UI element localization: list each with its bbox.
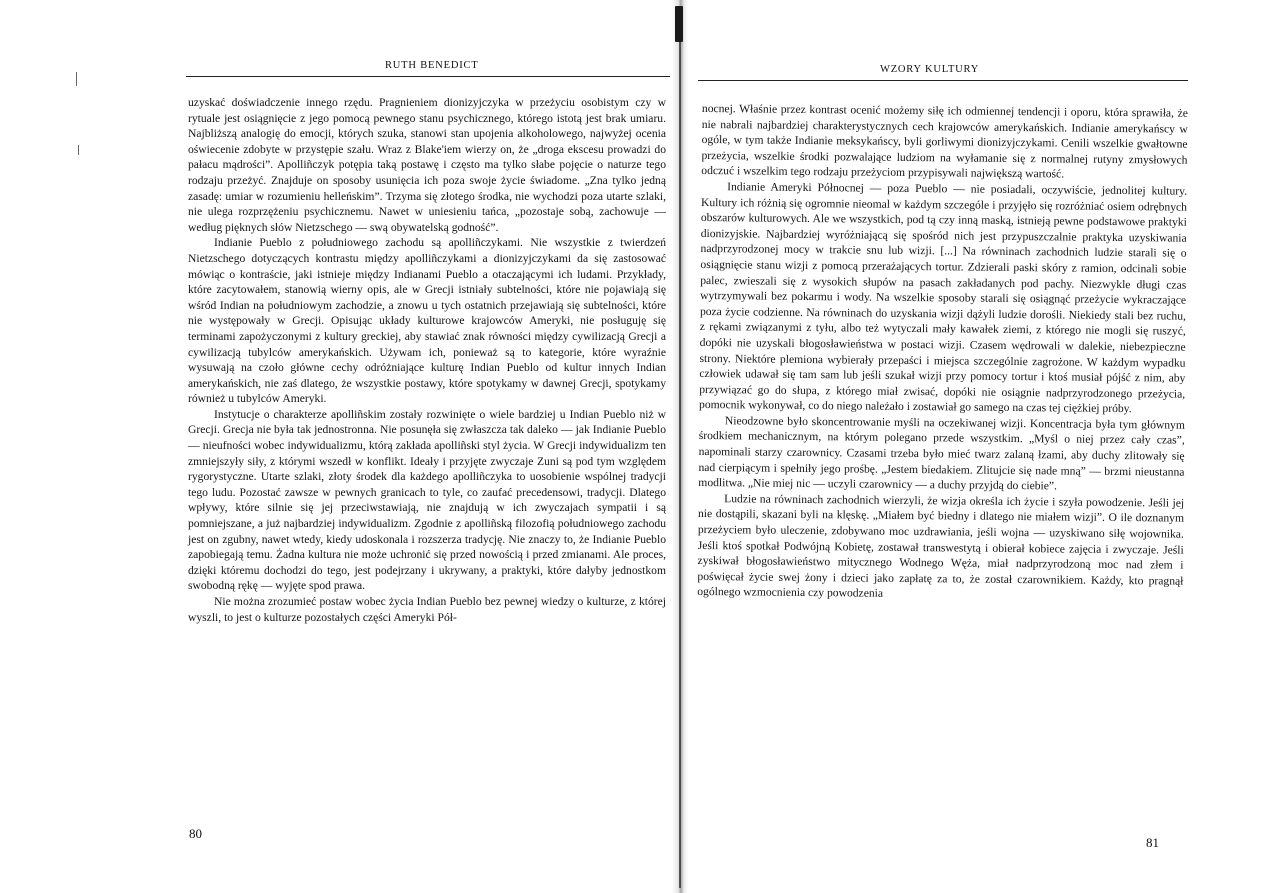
scan-edge-mark [76, 72, 77, 86]
right-header-rule [698, 80, 1188, 81]
left-paragraph-2: Indianie Pueblo z południowego zachodu są apolliñczykami. Nie wszystkie z twierdzeń Nietzschego dotyczących kontrastu między apolliñczykami a dionizyjczykami da się zastosować mówiąc o kontraście, jaki istnieje między Indianami Pueblo a otaczającymi ich ludami. Przykłady, które zacytowałem, stanowią wierny opis, ale w Grecji istniały subtelności, które nie pojawiają się wśród Indian na południowym zachodzie, a znowu u tych ostatnich przejawiają się subtelności, które nie występowały w Grecji. Opisując układy kulturowe krajowców Ameryki, nie posługuję się terminami zapożyczonymi z kultury greckiej, aby stawiać znak równości między cywilizacją Grecji a cywilizacją tubylców amerykańskich. Używam ich, ponieważ są to kategorie, które wyraźnie wysuwają na czoło główne cechy odróżniające kulturę Indian Pueblo od kultur innych Indian amerykańskich, nie zaś dlatego, że wszystkie postawy, które spotykamy w dawnej Grecji, spotykamy również u tubylców Ameryki. [188, 236, 666, 406]
right-running-head: WZORY KULTURY [880, 64, 980, 75]
right-paragraph-2: Indianie Ameryki Północnej — poza Pueblo — nie posiadali, oczywiście, jednolitej kultury. Kultury ich różnią się ogromnie nieomal w każdym szczególe i przyjęło się rozróżniać osiem odrębnych obszarów kulturowych. Ale we wszystkich, pod tą czy inną maską, istnieją pewne podstawowe praktyki dionizyjskie. Najbardziej wyróżniającą się spośród nich jest przypuszczalnie praktyka uzyskiwania nadprzyrodzonej mocy w trakcie snu lub wizji. [...] Na równinach zachodnich ludzie starali się o osiągnięcie stanu wizji z pomocą przerażających tortur. Zdzierali paski skóry z ramion, odcinali sobie palec, zwieszali się z wysokich słupów na pasach zakładanych pod pachy. Niezwykle długi czas wytrzymywali bez pokarmu i wody. Na wszelkie sposoby starali się osiągnąć przeżycie wykraczające poza życie codzienne. Na równinach do uzyskania wizji dążyli ludzie dorośli. Niekiedy stali bez ruchu, z rękami związanymi z tyłu, albo też wytyczali mały kawałek ziemi, z którego nie mogli się ruszyć, dopóki nie uzyskali błogosławieństwa w postaci wizji. Czasem wędrowali w dalekie, niebezpieczne strony. Niektóre plemiona wybierały przepaści i miejsca szczególnie zagrożone. W każdym wypadku człowiek udawał się tam sam lub jeśli szukał wizji przy pomocy tortur i ktoś musiał pójść z nim, aby przywiązać go do słupa, z którego miał zwisać, dopóki nie osiągnie nadprzyrodzonego przeżycia, pomocnik wykonywał, co do niego należało i zostawiał go samego na czas tej ciężkiej próby. [699, 180, 1188, 416]
right-body-text [697, 101, 1188, 605]
right-page [680, 0, 1262, 893]
right-paragraph-4: Ludzie na równinach zachodnich wierzyli, że wizja określa ich życie i szyła powodzenie. Jeśli jej nie dostąpili, skazani byli na klęskę. „Miałem być biedny i dlatego nie miałem wizji”. O ile doznanym przeżyciem było uleczenie, zdobywano moc uzdrawiania, jeśli wojna — uzyskiwano siłę wojownika. Jeśli ktoś spotkał Podwójną Kobietę, zostawał transwestytą i obierał kobiece zajęcia i zwyczaje. Jeśli zyskiwał błogosławieństwo mitycznego Wodnego Węża, miał nadprzyrodzoną moc nad złem i poświęcał życie swej żony i dzieci jako zapłatę za to, że został czarownikiem. Każdy, kto pragnął ogólnego wzmocnienia czy powodzenia [697, 492, 1185, 601]
left-header-rule [186, 76, 670, 77]
right-paragraph-1: nocnej. Właśnie przez kontrast ocenić możemy siłę ich odmiennej tendencji i oporu, która sprawiła, że nie nabrali najbardziej charakterystycznych cech krajowców amerykańskich. Indianie amerykańscy w ogóle, w tym także Indianie meksykańscy, byli gorliwymi dionizyjczykami. Cenili wszelkie gwałtowne przeżycia, wszelkie środki pozwalające ludziom na wyłamanie się z normalnej rutyny zmysłowych odczuć i wszelkim tego rodzaju przeżyciom przypisywali największą wartość. [701, 101, 1188, 181]
right-page-number: 81 [1146, 835, 1159, 850]
left-running-head: RUTH BENEDICT [385, 60, 479, 71]
left-paragraph-1: uzyskać doświadczenie innego rzędu. Pragnieniem dionizyjczyka w przeżyciu osobistym czy w rytuale jest osiągnięcie z jego pomocą pewnego stanu psychicznego, którego istotą jest brak umiaru. Najbliższą analogię do emocji, których szuka, stanowi stan upojenia alkoholowego, najwyżej ocenia oświecenie zdobyte w przystępie szału. Wraz z Blake'iem wierzy on, że „droga ekscesu prowadzi do pałacu mądrości”. Apolliñczyk potępia taką postawę i często ma tylko słabe pojęcie o naturze tego rodzaju przeżyć. Znajduje on sposoby usunięcia ich poza swoje życie świadome. „Zna tylko jedną zasadę: umiar w rozumieniu helleńskim”. Trzyma się złotego środka, nie wychodzi poza utarte szlaki, nie ulega rozprzężeniu psychicznemu. Nawet w uniesieniu tańca, „pozostaje sobą, zachowuje — według pięknych słów Nietzschego — swą obywatelską godność”. [188, 96, 666, 234]
left-body-text [188, 95, 666, 625]
left-page-number: 80 [189, 826, 202, 841]
right-paragraph-3: Nieodzowne było skoncentrowanie myśli na oczekiwanej wizji. Koncentracja była tym głównym środkiem mechanicznym, na którym polegano przede wszystkim. „Myśl o niej przez cały czas”, napominali starzy czarownicy. Czasami trzeba było mieć twarz zalaną łzami, aby duchy zlitowały się nad cierpiącym i spełniły jego prośbę. „Jestem biedakiem. Zlitujcie się nade mną” — brzmi nieustanna modlitwa. „Nie miej nic — uczyli czarownicy — a duchy przyjdą do ciebie”. [698, 414, 1185, 493]
left-paragraph-4: Nie można zrozumieć postaw wobec życia Indian Pueblo bez pewnej wiedzy o kulturze, z której wyszli, to jest o kulturze pozostałych części Ameryki Pół- [188, 595, 666, 624]
scan-edge-mark [78, 145, 79, 155]
left-paragraph-3: Instytucje o charakterze apolliñskim zostały rozwinięte o wiele bardziej u Indian Pueblo niż w Grecji. Grecja nie była tak jednostronna. Nie posunęła się zwłaszcza tak daleko — jak Indianie Pueblo — nieufności wobec indywidualizmu, którą zakłada apolliñski styl życia. W Grecji indywidualizm ten zmniejszyły siły, z którymi wszedł w konflikt. Ideały i przyjęte zwyczaje Zuni są pod tym względem rygorystyczne. Utarte szlaki, złoty środek dla każdego apolliñczyka to uosobienie wspólnej tradycji tego ludu. Pozostać zawsze w pewnych granicach to tyle, co zaufać precedensowi, tradycji. Dlatego wpływy, które silnie się jej przeciwstawiają, nie znajdują w ich zwyczajach sympatii i są pomniejszane, a już najbardziej indywidualizm. Zgodnie z apolliñską filozofią południowego zachodu jest on zgubny, nawet wtedy, kiedy udoskonala i rozszerza tradycję. Nie znaczy to, że Indianie Pueblo zapobiegają temu. Żadna kultura nie może uchronić się przed nowością i przed zmianami. Ale proces, dzięki któremu dochodzi do tego, jest podejrzany i ukrywany, a praktyki, które dałyby jednostkom swobodną rękę — wyjęte spod prawa. [188, 407, 666, 593]
